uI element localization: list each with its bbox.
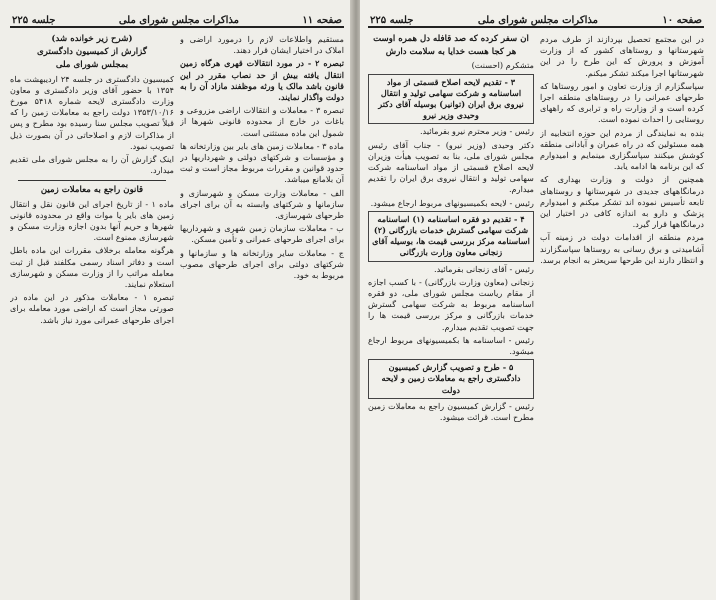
session-number: جلسه ۲۲۵ — [370, 15, 414, 26]
paragraph: رئیس - گزارش کمیسیون راجع به معاملات زمین مطرح است. قرائت میشود. — [368, 400, 534, 423]
verse-line: هر کجا هست خدایا به سلامت دارش — [385, 47, 517, 58]
verse-line: آن سفر کرده که صد قافله دل همره اوست — [373, 34, 529, 44]
addressee: بمجلس شورای ملی — [55, 60, 129, 71]
paragraph: رئیس - وزیر محترم نیرو بفرمائید. — [419, 126, 534, 137]
paragraph: ب - معاملات سازمان زمین شهری و شهرداریها برای اجرای طرحهای عمرانی و تأمین مسکن. — [180, 223, 344, 245]
divider — [18, 180, 166, 181]
paragraph: زنجانی (معاون وزارت بازرگانی) - با کسب اجازه از مقام ریاست مجلس شورای ملی، دو فقره اساسنامه مربوط به شرکت سهامی گسترش خدمات بازرگانی و مرکز بررسی قیمت ها را جهت تصویب تقدیم میدارم. — [368, 276, 534, 332]
column-left — [368, 34, 534, 594]
paragraph: رئیس - لایحه بکمیسیونهای مربوط ارجاع میشود. — [370, 197, 534, 208]
law-title: قانون راجع به معاملات زمین — [40, 185, 144, 196]
paragraph: هرگونه معامله برخلاف مقررات این ماده باطل است و دفاتر اسناد رسمی مکلفند قبل از ثبت معامله مراتب را از وزارت مسکن و شهرسازی استعلام نمایند. — [10, 245, 174, 290]
journal-title: مذاکرات مجلس شورای ملی — [477, 15, 598, 26]
paragraph: تبصره ۲ - در مورد انتقالات قهری هرگاه زمین انتقال یافته بیش از حد نصاب مقرر در این قانون باشد مالک یا ورثه موظفند مازاد آن را به دولت واگذار نمایند. — [180, 58, 344, 103]
paragraph: همچنین از دولت و وزارت بهداری که درمانگاههای جدیدی در شهرستانها و روستاهای تابعه تأسیس نموده اند تشکر میکنم و امیدوارم پزشک و دارو به اندازه کافی در اختیار این درمانگاهها قرار گیرد. — [540, 174, 704, 230]
paragraph: مستقیم واطلاعات لازم را درمورد اراضی و املاک در اختیار ایشان قرار دهند. — [180, 34, 344, 56]
page-11 — [0, 0, 352, 600]
agenda-heading: ۴ - تقدیم دو فقره اساسنامه (۱) اساسنامه شرکت سهامی گسترش خدمات بازرگانی (۲) اساسنامه مرکز بررسی قیمت ها، بوسیله آقای زنجانی معاون وزارت بازرگانی — [368, 211, 534, 262]
paragraph: تبصره ۳ - معاملات و انتقالات اراضی مزروعی و باغات در خارج از محدوده قانونی شهرها از شمول این ماده مستثنی است. — [180, 105, 344, 138]
paragraph: متشکرم (احسنت) — [471, 60, 534, 71]
page-10 — [360, 0, 716, 600]
page-number: صفحه ۱۱ — [302, 15, 342, 26]
paragraph: رئیس - اساسنامه ها بکمیسیونهای مربوط ارجاع میشود. — [368, 334, 534, 357]
paragraph: سپاسگزارم از وزارت تعاون و امور روستاها که طرحهای عمرانی را در روستاهای منطقه اجرا کرده است و از وزارت راه و ترابری که راههای روستایی را احداث نموده است. — [540, 80, 704, 125]
agenda-heading: ۳ - تقدیم لایحه اصلاح قسمتی از مواد اساسنامه و شرکت سهامی تولید و انتقال نیروی برق ایران (توانیر) بوسیله آقای دکتر وحیدی وزیر نیرو — [368, 74, 534, 125]
paragraph: اینک گزارش آن را به مجلس شورای ملی تقدیم میدارد. — [10, 154, 174, 176]
paragraph: تبصره ۱ - معاملات مذکور در این ماده در صورتی مجاز است که اراضی مورد معامله برای اجرای طرحهای عمرانی مورد نیاز باشد. — [10, 292, 174, 325]
paragraph: ماده ۳ - معاملات زمین های بایر بین وزارتخانه ها و مؤسسات و شرکتهای دولتی و شهرداریها در حدود قوانین و مقررات مربوط مجاز است و ثبت آن بلامانع میباشد. — [180, 140, 344, 185]
page-header — [10, 8, 344, 28]
paragraph: رئیس - آقای زنجانی بفرمائید. — [434, 263, 534, 274]
session-number: جلسه ۲۲۵ — [12, 15, 56, 26]
page-header — [368, 8, 704, 28]
column-right — [180, 34, 344, 594]
page-number: صفحه ۱۰ — [662, 15, 702, 26]
journal-title: مذاکرات مجلس شورای ملی — [118, 15, 239, 26]
paragraph: مردم منطقه از اقدامات دولت در زمینه آب آشامیدنی و برق رسانی به روستاها سپاسگزارند و انتظار دارند این طرحها سریعتر به انجام برسد. — [540, 232, 704, 265]
paragraph: ماده ۱ - از تاریخ اجرای این قانون نقل و انتقال زمین های بایر یا موات واقع در محدوده قانونی شهرها و حریم آنها بدون اجازه وزارت مسکن و شهرسازی ممنوع است. — [10, 198, 174, 243]
paragraph: ج - معاملات سایر وزارتخانه ها و سازمانها و شرکتهای دولتی برای اجرای طرحهای مصوب مربوط به خود. — [180, 247, 344, 281]
agenda-heading: ۵ - طرح و تصویب گزارش کمیسیون دادگستری راجع به معاملات زمین و لایحه دولت — [368, 359, 534, 399]
paragraph: دکتر وحیدی (وزیر نیرو) - جناب آقای رئیس مجلس شورای ملی، بنا به تصویب هیأت وزیران لایحه اصلاح قسمتی از مواد اساسنامه شرکت سهامی تولید و انتقال نیروی برق ایران را تقدیم میدارم. — [368, 139, 534, 195]
paragraph: در این مجتمع تحصیل بپردازند از طرف مردم شهرستانها و روستاهای کشور که از وزارت آموزش و پرورش که این طرح را در این شهرستانها اجرا میکند تشکر میکنم. — [540, 34, 704, 78]
column-left — [10, 34, 174, 594]
paragraph: بنده به نمایندگی از مردم این حوزه انتخابیه از همه مسئولین که در راه عمران و آبادانی منطقه کوشش میکنند سپاسگزاری مینمایم و امیدوارم که این برنامه ها ادامه یابد. — [540, 127, 704, 172]
paragraph: الف - معاملات وزارت مسکن و شهرسازی و سازمانها و شرکتهای وابسته به آن برای اجرای طرحهای شهرسازی. — [180, 187, 344, 221]
report-title: گزارش از کمیسیون دادگستری — [37, 47, 147, 58]
paragraph: کمیسیون دادگستری در جلسه ۲۴ اردیبهشت ماه ۱۳۵۴ با حضور آقای وزیر دادگستری و معاون وزارت دادگستری لایحه شماره ۵۴۱۸ مورخ ۱۳۵۳/۱۰/۱۶ دولت راجع به معاملات زمین را که قبلاً تصویب مجلس سنا رسیده بود مطرح و پس از مذاکرات لازم و اصلاحاتی در آن بصورت ذیل تصویب نمود. — [10, 73, 174, 151]
column-right — [540, 34, 704, 594]
section-note: (شرح زیر خوانده شد) — [51, 34, 133, 44]
